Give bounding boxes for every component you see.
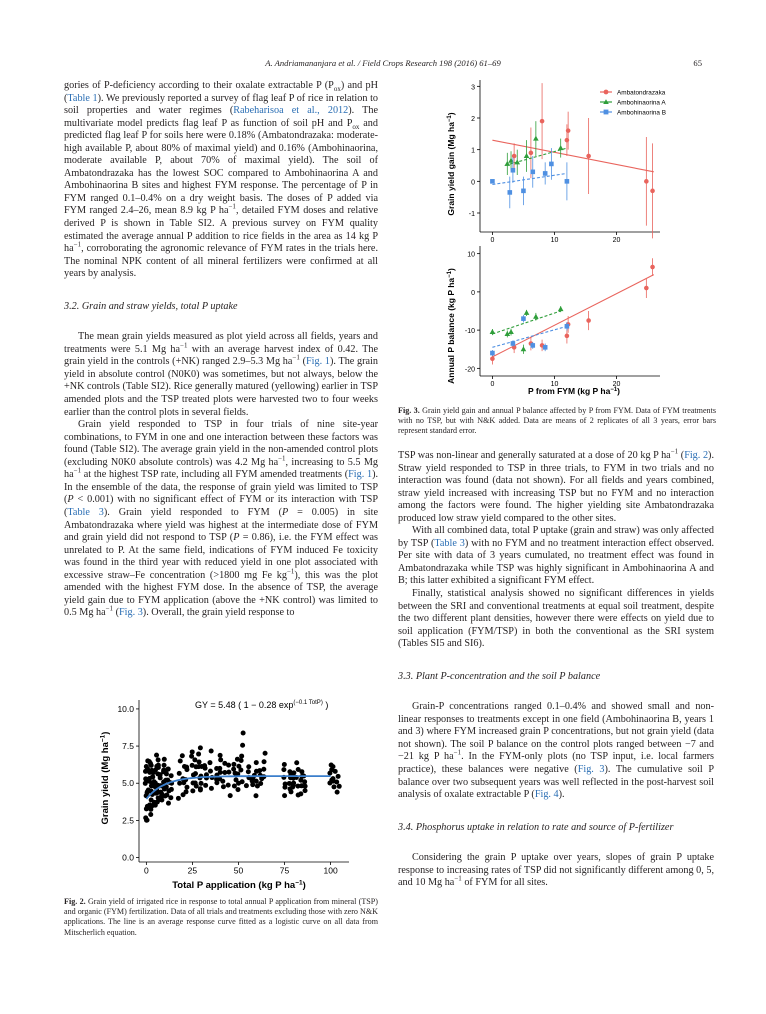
series-ambohinaorina-b xyxy=(490,315,569,356)
data-point xyxy=(549,162,554,167)
paragraph: The mean grain yields measured as plot yield across all fields, years and treatments were 5.1 Mg $ha^{-1}$ with an average harvest index of 0.42. The grain yield in the controls (+NK) ranged 2.9–5.3 Mg $ha^{-1}$ (Fig. 1). The grain yield in absolute control (N0K0) was sometimes, but not always, below the +NK controls (Table SI2). Rice generally matured (yellowing) earlier in TSP amended plots and the TSP treated plots were harvested two to four weeks earlier than the control plots in several fields. xyxy=(64,331,378,418)
data-point xyxy=(543,345,548,350)
data-point xyxy=(193,771,198,776)
x-tick-label: 20 xyxy=(612,381,621,388)
data-point xyxy=(490,179,495,184)
data-point xyxy=(220,779,225,784)
data-point xyxy=(490,351,495,356)
y-tick-label: -10 xyxy=(464,328,475,336)
data-point xyxy=(190,788,195,793)
data-point xyxy=(490,329,496,334)
y-tick-label: -20 xyxy=(464,366,475,374)
data-point xyxy=(209,748,214,753)
data-point xyxy=(159,798,164,803)
data-point xyxy=(521,346,527,351)
data-point xyxy=(226,770,231,775)
y-tick-label: 2 xyxy=(471,116,475,123)
figure-link[interactable]: Fig. 1 xyxy=(306,356,330,368)
data-point xyxy=(336,774,341,779)
fig3-bottom-y-label: Annual P balance (kg P $ha^{-1}$) xyxy=(446,268,456,384)
figure-link[interactable]: Fig. 2 xyxy=(684,450,709,461)
data-point xyxy=(261,767,266,772)
figure-2-chart xyxy=(95,692,357,894)
x-tick-label: 25 xyxy=(187,865,198,876)
y-tick-label: 7.5 xyxy=(122,741,134,752)
data-point xyxy=(226,763,231,768)
data-point xyxy=(334,780,339,785)
data-point xyxy=(514,159,520,164)
data-point xyxy=(198,745,203,750)
data-point xyxy=(240,743,245,748)
data-point xyxy=(145,818,150,823)
data-point xyxy=(177,771,182,776)
data-point xyxy=(253,793,258,798)
section-heading: 3.4. Phosphorus uptake in relation to rate and source of P-fertilizer xyxy=(398,821,674,833)
reference-link[interactable]: Rabeharisoa et al., 2012 xyxy=(233,105,349,117)
paragraph: Grain-P concentrations ranged 0.1–0.4% and showed small and non-linear responses to treatments except in one field (Ambohinaorina B, years 1 and 3) where FYM increased grain P concentrations, but not grain yield (data not shown). The soil P balance on the control plots ranged between −7 and −21 kg P $ha^{-1}$. In the FYM-only plots (no TSP input, i.e. local farmers practice), these balances were negative (Fig. 3). The cumulative soil P balance over two subsequent years was well reflected in the post-harvest soil analysis of oxalate extractable P (Fig. 4). xyxy=(398,701,714,801)
y-tick-label: 2.5 xyxy=(122,815,134,826)
data-point xyxy=(193,780,198,785)
data-point xyxy=(282,793,287,798)
running-header xyxy=(0,58,766,72)
data-point xyxy=(166,801,171,806)
data-point xyxy=(337,784,342,789)
data-point xyxy=(586,154,591,159)
data-point xyxy=(331,784,336,789)
data-point xyxy=(263,751,268,756)
data-point xyxy=(198,788,203,793)
data-point xyxy=(149,763,154,768)
data-point xyxy=(218,757,223,762)
data-point xyxy=(169,787,174,792)
x-tick-label: 50 xyxy=(233,865,244,876)
y-tick-label: 10.0 xyxy=(117,703,134,714)
paragraph: TSP was non-linear and generally saturated at a dose of 20 kg P $ha^{-1}$ (Fig. 2). Straw yield responded to TSP in three trials, to FYM in two trials and no interaction was found (data not shown). For all fields and years combined, straw yield increased with increasing TSP but no FYM and no interaction among the factors were found. The higher yielding site Ambatondrazaka produced low straw yield compared to the other sites. xyxy=(398,447,714,524)
data-point xyxy=(331,776,336,781)
fig3-top-y-label: Grain yield gain (Mg $ha^{-1}$) xyxy=(446,112,456,216)
x-tick-label: 10 xyxy=(550,237,559,244)
y-tick-label: 0 xyxy=(471,289,475,297)
data-point xyxy=(650,265,655,270)
data-point xyxy=(521,316,526,321)
data-point xyxy=(190,749,195,754)
data-point xyxy=(558,145,564,150)
data-point xyxy=(524,153,530,158)
data-point xyxy=(529,151,534,156)
data-point xyxy=(180,753,185,758)
data-point xyxy=(231,762,236,767)
figure-link[interactable]: Fig. 4 xyxy=(534,789,559,801)
data-point xyxy=(254,760,259,765)
data-point xyxy=(291,770,296,775)
data-point xyxy=(231,767,236,772)
data-point xyxy=(540,119,545,124)
data-point xyxy=(150,775,155,780)
data-point xyxy=(294,760,299,765)
section-heading: 3.3. Plant P-concentration and the soil P balance xyxy=(398,670,601,682)
data-point xyxy=(299,769,304,774)
table-link[interactable]: Table 1 xyxy=(67,92,98,104)
data-point xyxy=(530,343,535,348)
data-point xyxy=(335,790,340,795)
data-point xyxy=(166,767,171,772)
figure-2-caption: Fig. 2. Grain yield of irrigated rice in response to total annual P application from mineral (TSP) and organic (FYM) fertilization. Data of all trials and treatments excluding those with zero N&K applications. The line is an average response curve fitted as a logistic curve on all data from Mitscherlich equation. xyxy=(64,897,379,937)
data-point xyxy=(281,767,286,772)
x-tick-label: 0 xyxy=(490,237,495,244)
data-point xyxy=(490,356,495,361)
series-ambohinaorina-b xyxy=(490,148,569,208)
data-point xyxy=(207,760,212,765)
x-tick-label: 10 xyxy=(550,381,559,388)
paragraph: With all combined data, total P uptake (grain and straw) was only affected by TSP (Table 3) with no FYM and no treatment interaction effect observed. Per site with data of 3 years cumulated, no treatment effect was found in Ambatondrazaka while TSP was highly significant in Ambohinaorina A and B; this latter exhibited a significant FYM effect. xyxy=(398,525,715,587)
y-tick-label: 3 xyxy=(471,84,475,92)
data-point xyxy=(291,781,296,786)
data-point xyxy=(184,785,189,790)
legend-item-ambatondrazaka xyxy=(600,90,666,97)
fig2-equation: GY = 5.48 ( 1 − 0.28 $\exp^{(-0.1 TotP)}$ ) xyxy=(195,700,329,710)
x-tick-label: 100 xyxy=(323,865,338,876)
data-point xyxy=(282,762,287,767)
y-tick-label: 0 xyxy=(471,179,475,187)
data-point xyxy=(533,136,539,141)
x-tick-label: 0 xyxy=(144,865,149,876)
data-point xyxy=(258,781,263,786)
journal-line: A. Andriamananjara et al. / Field Crops Research 198 (2016) 61–69 xyxy=(265,58,501,68)
data-point xyxy=(164,771,169,776)
trend-line xyxy=(492,275,653,357)
data-point xyxy=(244,783,249,788)
data-point xyxy=(148,812,153,817)
fig2-y-label: Grain yield (Mg $ha^{-1}$) xyxy=(99,731,111,825)
data-point xyxy=(303,784,308,789)
data-point xyxy=(156,757,161,762)
data-point xyxy=(565,334,570,339)
data-point xyxy=(218,753,223,758)
data-point xyxy=(650,189,655,194)
data-point xyxy=(511,168,516,173)
data-point xyxy=(226,783,231,788)
data-point xyxy=(524,310,530,315)
data-point xyxy=(196,752,201,757)
page-number: 65 xyxy=(693,58,702,68)
data-point xyxy=(558,306,564,311)
paragraph: gories of P-deficiency according to their oxalate extractable P $(P_{ox})$ and pH (Table 1). We previously reported a survey of flag leaf P of rice in relation to soil properties and water regimes (Rabeharisoa et al., 2012). The multivariate model predicts flag leaf P as function of soil pH and $P_{ox}$ and predicted flag leaf P for soils here were 0.18% (Ambatondrazaka: moderate-high available P, about 80% of maximal yield) and 0.16% (Ambohinaorina, moderate available P, about 70% of maximal yield). The soil of Ambatondrazaka has the lowest SOC compared to Ambohinaorina A and Ambohinaorina B sites and highest FYM response. The percentage of P in FYM ranged 0.1–0.4% on a dry weight basis. The doses of P added via FYM ranged 2.4–26, mean 8.9 kg P $ha^{-1}$, detailed FYM doses and relative derived P is shown in Table SI2. A previous survey on FYM quality estimated the average annual P addition to rice fields in the area as 14 kg P $ha^{-1}$, corroborating the agronomic relevance of FYM rates in the trials here. The nominal NPK content of all mineral fertilizers were confirmed at all years by analysis. xyxy=(64,80,379,280)
data-point xyxy=(202,763,207,768)
y-tick-label: 1 xyxy=(471,147,475,155)
y-tick-label: 0.0 xyxy=(122,852,134,863)
data-point xyxy=(162,763,167,768)
data-point xyxy=(235,787,240,792)
caption-label: Fig. 3. xyxy=(398,406,420,415)
data-point xyxy=(176,796,181,801)
data-point xyxy=(521,189,526,194)
data-point xyxy=(254,779,259,784)
data-point xyxy=(565,324,570,329)
figure-link[interactable]: Fig. 3 xyxy=(577,764,605,776)
x-tick-label: 20 xyxy=(612,237,621,244)
data-point xyxy=(530,170,535,175)
data-point xyxy=(162,757,167,762)
data-point xyxy=(156,763,161,768)
data-point xyxy=(169,773,174,778)
data-point xyxy=(239,754,244,759)
data-point xyxy=(203,783,208,788)
data-point xyxy=(241,730,246,735)
data-point xyxy=(240,779,245,784)
y-tick-label: 5.0 xyxy=(122,778,134,789)
data-point xyxy=(232,784,237,789)
data-point xyxy=(586,318,591,323)
figure-link[interactable]: Fig. 1 xyxy=(348,469,373,481)
data-point xyxy=(298,791,303,796)
paragraph: Considering the grain P uptake over years, slopes of grain P uptake response to increasing rates of TSP did not significantly different among 0, 5, and 10 Mg $ha^{-1}$ of FYM for all sites. xyxy=(398,852,714,889)
data-point xyxy=(565,179,570,184)
fig3-x-label: P from FYM (kg P $ha^{-1}$) xyxy=(527,386,621,396)
legend-item-ambohinaorina-a xyxy=(600,99,666,106)
data-point xyxy=(262,759,267,764)
data-point xyxy=(197,760,202,765)
data-point xyxy=(217,766,222,771)
caption-label: Fig. 2. xyxy=(64,897,86,906)
data-point xyxy=(511,341,516,346)
data-point xyxy=(533,314,539,319)
data-point xyxy=(184,765,189,770)
data-point xyxy=(303,788,308,793)
section-heading: 3.2. Grain and straw yields, total P uptake xyxy=(64,300,238,312)
data-point xyxy=(508,329,514,334)
data-point xyxy=(208,769,213,774)
right-column xyxy=(398,447,715,890)
paragraph: Finally, statistical analysis showed no significant differences in yields between the SRI and conventional treatments at equal soil treatment, despite the two different plant densities, however there were effects on yield due to soil application (FYM/TSP) in both the conventional as the SRI system (Tables SI5 and SI6). xyxy=(398,588,714,650)
x-tick-label: 0 xyxy=(490,381,495,388)
data-point xyxy=(644,179,649,184)
svg-text:Ambohinaorina B: Ambohinaorina B xyxy=(617,109,666,117)
data-point xyxy=(239,758,244,763)
data-point xyxy=(566,128,571,133)
table-link[interactable]: Table 3 xyxy=(434,537,465,549)
figure-3-caption: Fig. 3. Grain yield gain and annual P balance affected by P from FYM. Data of FYM treatments with no TSP, but with N&K added. Data are means of 2 replicates of all 3 years, error bars represent standard error. xyxy=(398,406,717,436)
fig3-legend xyxy=(600,90,666,117)
series-ambatondrazaka xyxy=(490,258,655,364)
data-point xyxy=(302,779,307,784)
x-tick-label: 75 xyxy=(279,865,290,876)
data-point xyxy=(199,781,204,786)
y-tick-label: -1 xyxy=(468,211,475,218)
data-point xyxy=(283,782,288,787)
svg-text:Ambatondrazaka: Ambatondrazaka xyxy=(617,89,666,97)
data-point xyxy=(246,764,251,769)
y-tick-label: 10 xyxy=(467,251,475,259)
data-point xyxy=(543,171,548,176)
data-point xyxy=(178,759,183,764)
data-point xyxy=(154,753,159,758)
data-point xyxy=(221,784,226,789)
data-point xyxy=(333,769,338,774)
data-point xyxy=(184,789,189,794)
legend-item-ambohinaorina-b xyxy=(600,110,666,117)
data-point xyxy=(238,768,243,773)
figure-3-chart xyxy=(440,76,666,400)
fig2-x-label: Total P application (kg P $ha^{-1}$) xyxy=(172,879,306,891)
data-point xyxy=(330,764,335,769)
left-column xyxy=(64,80,378,620)
trend-line xyxy=(492,140,653,172)
data-point xyxy=(228,793,233,798)
svg-text:Ambohinaorina A: Ambohinaorina A xyxy=(617,99,666,107)
data-point xyxy=(507,190,512,195)
data-point xyxy=(168,795,173,800)
data-point xyxy=(644,286,649,291)
figure-link[interactable]: Fig. 3 xyxy=(119,607,143,619)
data-point xyxy=(246,769,251,774)
table-link[interactable]: Table 3 xyxy=(67,506,104,518)
data-point xyxy=(209,786,214,791)
paragraph: Grain yield responded to TSP in four trials of nine site-year combinations, to FYM in one and one interaction between these factors was found (Table SI2). The average grain yield in the non-amended control plots (excluding N0K0 absolute controls) was 4.2 Mg $ha^{-1}$, increasing to 5.5 Mg $ha^{-1}$ at the highest TSP rate, including all FYM amended treatments (Fig. 1). In the ensemble of the data, the response of grain yield was limited to TSP (P < 0.001) with no significant effect of FYM or its interaction with TSP (Table 3). Grain yield responded to FYM (P = 0.005) in site Ambatondrazaka where yield was highest at the intermediate dose of FYM and grain yield did not respond to TSP (P = 0.86), i.e. the FYM effect was unrelated to P. At the same field, indications of FYM induced Fe toxicity was found in the third year with reduced yield in one plot associated with excessive straw–Fe concentration (>1800 mg Fe $kg^{-1}$), this was the plot amended with the highest FYM dose. In the absence of TSP, the average yield gain due to FYM application (above the +NK control) was limited to 0.5 Mg $ha^{-1}$ (Fig. 3). Overall, the grain yield response to xyxy=(64,419,379,619)
trend-line xyxy=(492,173,566,184)
